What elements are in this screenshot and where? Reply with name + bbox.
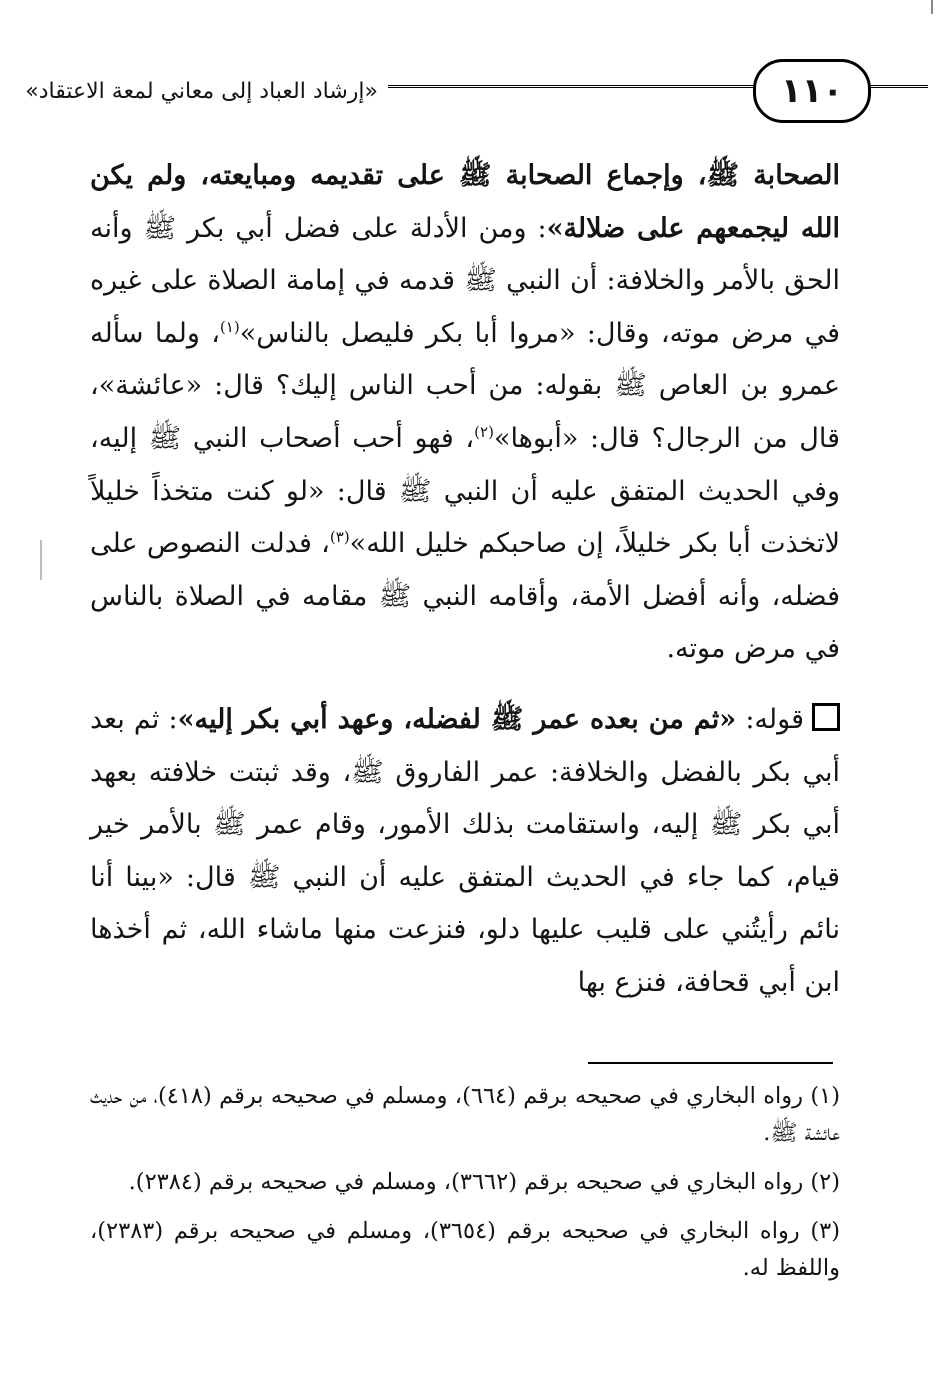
text-span: ، فدلت النصوص على فضله، وأنه أفضل الأمة، وأقامه النبي ﷺ مقامه في الصلاة بالناس في مرض موته.: [90, 528, 840, 665]
footnote-ref: (٣): [329, 528, 350, 547]
footnote: (٢) رواه البخاري في صحيحه برقم (٣٦٦٢)، ومسلم في صحيحه برقم (٢٣٨٤).: [128, 1169, 840, 1195]
footnote: (١) رواه البخاري في صحيحه برقم (٦٦٤)، ومسلم في صحيحه برقم (٤١٨)، من حديث عائشة ﷺ.: [90, 1083, 840, 1146]
footnote: (٣) رواه البخاري في صحيحه برقم (٣٦٥٤)، ومسلم في صحيحه برقم (٢٣٨٣)، واللفظ له.: [90, 1218, 840, 1281]
bold-text: «ثم من بعده عمر ﷺ لفضله، وعهد أبي بكر إليه»: [177, 703, 737, 735]
checkbox-icon: [812, 703, 840, 731]
text-span: : ثم بعد أبي بكر بالفضل والخلافة: عمر الفاروق ﷺ، وقد ثبتت خلافته بعهد أبي بكر ﷺ إليه، واستقامت بذلك الأمور، وقام عمر ﷺ بالأمر خير قيام، كما جاء في الحديث المتفق عليه أن النبي ﷺ قال: «بينا أنا نائم رأيتُني على قليب عليها دلو، فنزعت منها ماشاء الله، ثم أخذها ابن أبي قحافة، فنزع بها: [90, 703, 840, 998]
text-span: : ومن الأدلة على فضل أبي بكر ﷺ وأنه الحق بالأمر والخلافة: أن النبي ﷺ قدمه في إمامة الصلاة على غيره في مرض موته، وقال: «مروا أبا بكر فليصل بالناس»: [90, 212, 840, 349]
bold-text: الصحابة ﷺ، وإجماع الصحابة ﷺ على تقديمه ومبايعته، ولم يكن الله ليجمعهم على ضلالة»: [90, 160, 840, 244]
page-header: [25, 55, 844, 125]
scan-mark: [40, 540, 42, 580]
paragraph: [90, 150, 840, 676]
footnote-separator: [588, 1062, 833, 1064]
text-span: ، فهو أحب أصحاب النبي ﷺ إليه، وفي الحديث المتفق عليه أن النبي ﷺ قال: «لو كنت متخذاً خليلاً لاتخذت أبا بكر خليلاً، إن صاحبكم خليل الله»: [90, 422, 840, 560]
book-title: «إرشاد العباد إلى معاني لمعة الاعتقاد»: [25, 79, 378, 104]
scan-mark: [931, 0, 933, 14]
text-span: قوله:: [736, 703, 804, 735]
text-span: ، ولما سأله عمرو بن العاص ﷺ بقوله: من أحب الناس إليك؟ قال: «عائشة»، قال من الرجال؟ قال: «أبوها»: [90, 317, 840, 454]
page-number-badge: [753, 59, 871, 123]
main-text: [90, 150, 840, 1010]
paragraph: [90, 694, 840, 1010]
footnote-ref: (١): [219, 317, 240, 336]
footnotes: [90, 1078, 840, 1299]
footnote-ref: (٢): [474, 422, 494, 441]
header-rule: [388, 85, 758, 91]
page-number: ١١٠: [780, 71, 844, 111]
